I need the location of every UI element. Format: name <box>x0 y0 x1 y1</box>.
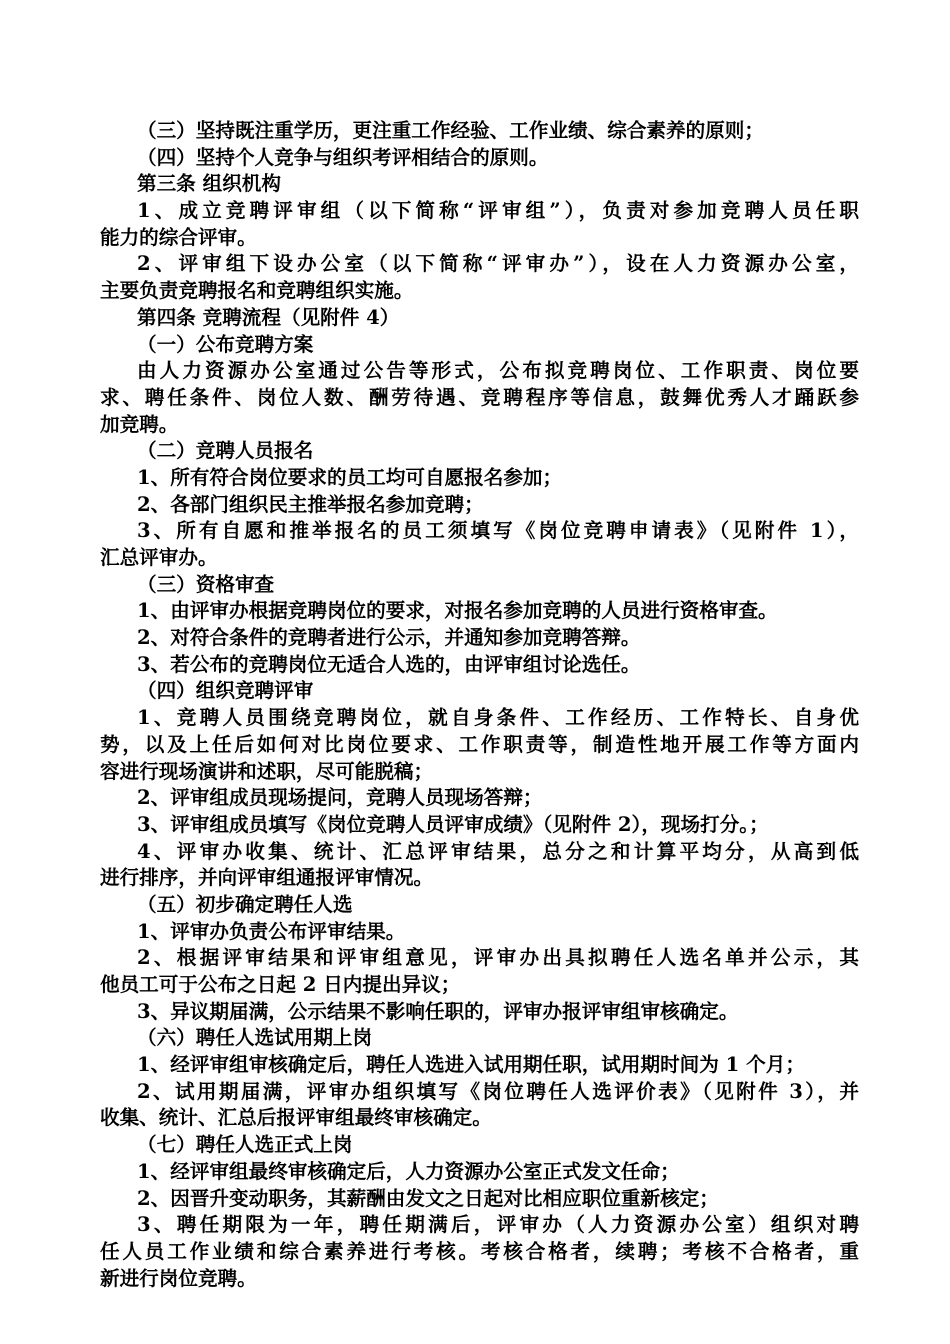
text-line: 加竞聘。 <box>100 412 179 436</box>
text-line: 1、由评审办根据竞聘岗位的要求，对报名参加竞聘的人员进行资格审查。 <box>137 599 778 623</box>
text-line: 1、所有符合岗位要求的员工均可自愿报名参加； <box>137 465 563 489</box>
text-line: 1、评审办负责公布评审结果。 <box>137 919 406 943</box>
text-line: 3、所有自愿和推举报名的员工须填写《岗位竞聘申请表》（见附件 1）， <box>137 519 859 543</box>
text-line: 任人员工作业绩和综合素养进行考核。考核合格者，续聘；考核不合格者，重 <box>100 1239 859 1263</box>
text-line: 4、评审办收集、统计、汇总评审结果，总分之和计算平均分，从高到低 <box>137 839 859 863</box>
text-line: （四）坚持个人竞争与组织考评相结合的原则。 <box>137 145 549 169</box>
text-line: 2、评审组成员现场提问，竞聘人员现场答辩； <box>137 786 543 810</box>
text-line: 容进行现场演讲和述职，尽可能脱稿； <box>100 759 434 783</box>
text-line: 汇总评审办。 <box>100 546 218 569</box>
text-line: 他员工可于公布之日起 2 日内提出异议； <box>100 973 461 996</box>
text-line: （三）坚持既注重学历，更注重工作经验、工作业绩、综合素养的原则； <box>137 119 764 142</box>
text-line: 1、经评审组审核确定后，聘任人选进入试用期任职，试用期时间为 1 个月； <box>137 1053 805 1077</box>
text-line: 1、成立竞聘评审组（以下简称“评审组”），负责对参加竞聘人员任职 <box>137 199 859 223</box>
text-line: 2、各部门组织民主推举报名参加竞聘； <box>137 492 484 516</box>
text-line: 新进行岗位竞聘。 <box>100 1266 257 1290</box>
text-line: （七）聘任人选正式上岗 <box>137 1133 353 1157</box>
text-line: 第三条 组织机构 <box>137 172 281 196</box>
text-line: 主要负责竞聘报名和竞聘组织实施。 <box>100 279 414 303</box>
text-line: 求、聘任条件、岗位人数、酬劳待遇、竞聘程序等信息，鼓舞优秀人才踊跃参 <box>100 385 859 409</box>
text-line: 势，以及上任后如何对比岗位要求、工作职责等，制造性地开展工作等方面内 <box>100 732 859 756</box>
text-line: 3、异议期届满，公示结果不影响任职的，评审办报评审组审核确定。 <box>137 999 739 1023</box>
text-line: （一）公布竞聘方案 <box>137 332 314 356</box>
text-line: 2、试用期届满，评审办组织填写《岗位聘任人选评价表》（见附件 3），并 <box>137 1079 859 1103</box>
text-line: 能力的综合评审。 <box>100 225 257 249</box>
text-line: 2、评审组下设办公室（以下简称“评审办”），设在人力资源办公室， <box>137 252 859 276</box>
text-line: 2、对符合条件的竞聘者进行公示，并通知参加竞聘答辩。 <box>137 626 641 650</box>
document-body <box>100 118 859 1292</box>
text-line: 3、聘任期限为一年，聘任期满后，评审办（人力资源办公室）组织对聘 <box>137 1213 859 1237</box>
text-line: 3、若公布的竞聘岗位无适合人选的，由评审组讨论选任。 <box>137 652 641 676</box>
text-line: 收集、统计、汇总后报评审组最终审核确定。 <box>100 1106 492 1130</box>
text-line: （四）组织竞聘评审 <box>137 679 314 703</box>
text-line: 2、根据评审结果和评审组意见，评审办出具拟聘任人选名单并公示，其 <box>137 946 859 970</box>
text-line: 进行排序，并向评审组通报评审情况。 <box>100 866 434 890</box>
text-line: 由人力资源办公室通过公告等形式，公布拟竞聘岗位、工作职责、岗位要 <box>137 359 859 383</box>
text-line: 1、竞聘人员围绕竞聘岗位，就自身条件、工作经历、工作特长、自身优 <box>137 706 859 730</box>
text-line: （二）竞聘人员报名 <box>137 439 314 463</box>
text-line: 1、经评审组最终审核确定后，人力资源办公室正式发文任命； <box>137 1159 680 1183</box>
text-line: 2、因晋升变动职务，其薪酬由发文之日起对比相应职位重新核定； <box>137 1186 719 1210</box>
text-line: （六）聘任人选试用期上岗 <box>137 1026 373 1050</box>
text-line: （三）资格审查 <box>137 572 275 596</box>
text-line: （五）初步确定聘任人选 <box>137 892 353 916</box>
text-line: 第四条 竞聘流程（见附件 4） <box>137 305 400 329</box>
text-line: 3、评审组成员填写《岗位竞聘人员评审成绩》（见附件 2），现场打分。； <box>137 812 769 836</box>
